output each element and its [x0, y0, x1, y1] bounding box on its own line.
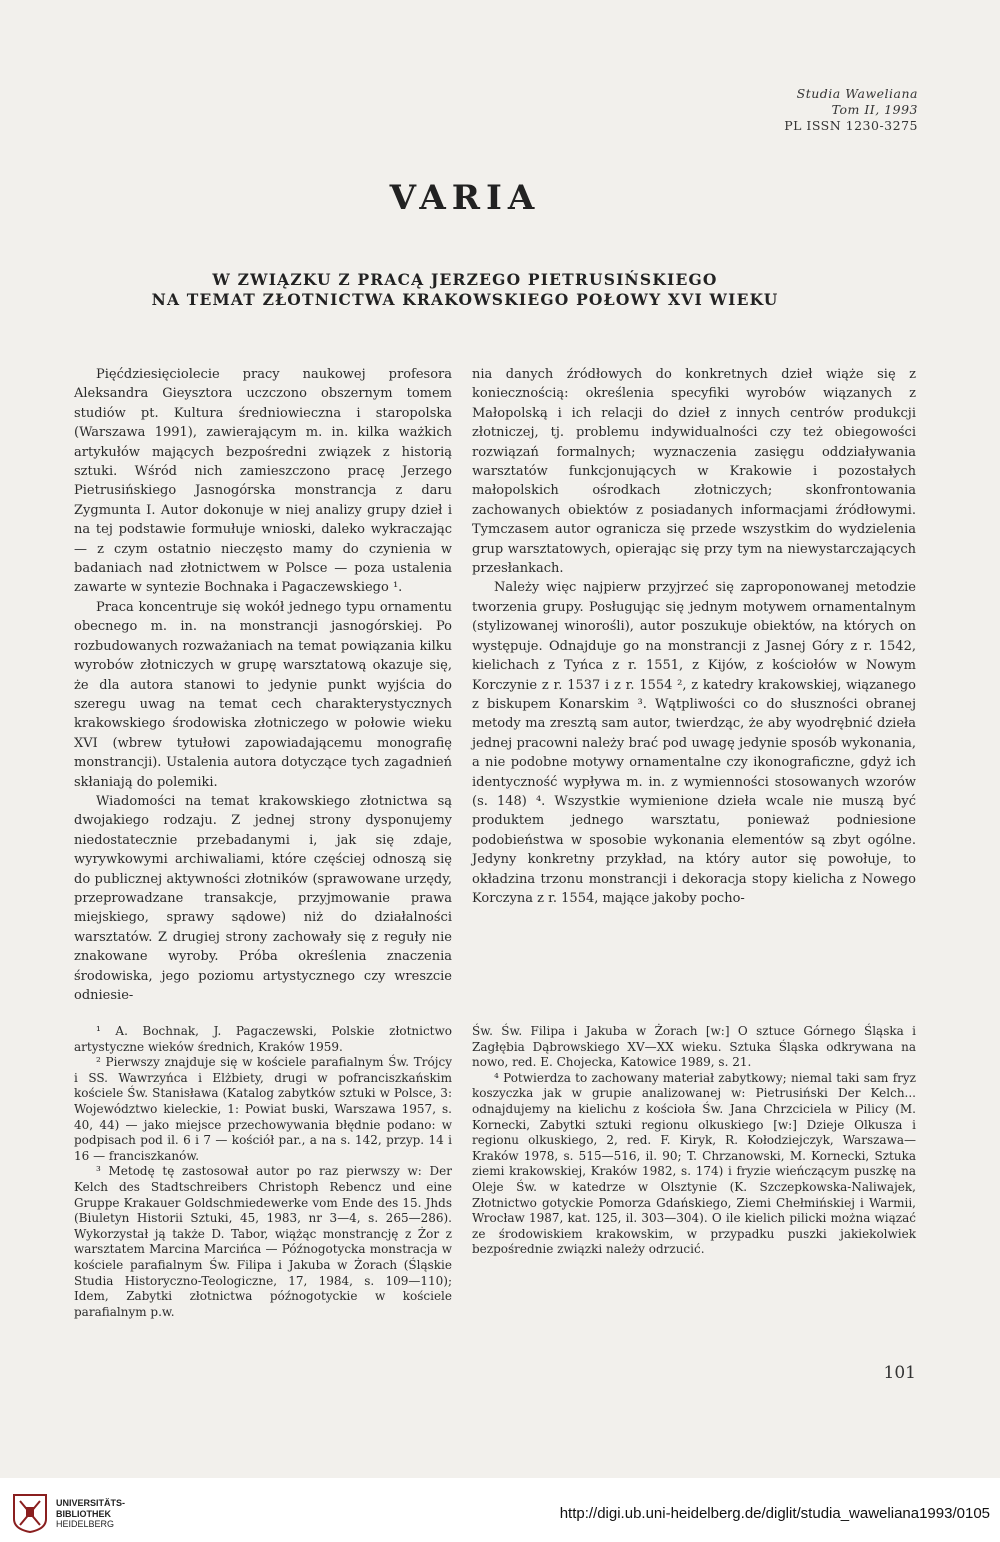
library-name [56, 1498, 125, 1530]
body-column-right [472, 365, 916, 908]
library-name-line-1: UNIVERSITÄTS- [56, 1498, 126, 1508]
footnotes-left [74, 1024, 452, 1320]
paragraph: Praca koncentruje się wokół jednego typu ornamentu obecnego m. in. na monstrancji jasnogórskiej. Po rozbudowanych rozważaniach na temat powiązania kilku wyrobów złotniczych w grupę warsztatową okazuje się, że dla autora stanowi to jedynie punkt wyjścia do szeregu uwag na temat cech charakterystycznych krakowskiego środowiska złotniczego w połowie wieku XVI (wbrew tytułowi zapowiadającemu monografię monstrancji). Ustalenia autora dotyczące tych zagadnień skłaniają do polemiki. [74, 599, 452, 790]
footnote: Św. Św. Filipa i Jakuba w Żorach [w:] O sztuce Górnego Śląska i Zagłębia Dąbrowskiego XV—XX wieku. Sztuka Śląska odkrywana na nowo, red. E. Chojecka, Katowice 1989, s. 21. [472, 1024, 916, 1070]
paragraph: Wiadomości na temat krakowskiego złotnictwa są dwojakiego rodzaju. Z jednej strony dysponujemy niedostatecznie przebadanymi i, jak się zdaje, wyrywkowymi archiwaliami, które częściej odnoszą się do publicznej aktywności złotników (sprawowane urzędy, przeprowadzane transakcje, przyjmowanie prawa miejskiego, sprawy sądowe) niż do działalności warsztatów. Z drugiej strony zachowały się z reguły nie znakowane wyroby. Próba określenia znaczenia środowiska, jego poziomu artystycznego czy wreszcie odniesie- [74, 793, 452, 1003]
page-number: 101 [883, 1363, 916, 1383]
source-url[interactable]: http://digi.ub.uni-heidelberg.de/diglit/studia_waweliana1993/0105 [559, 1505, 990, 1522]
journal-header [784, 86, 918, 134]
footnote: ³ Metodę tę zastosował autor po raz pierwszy w: Der Kelch des Stadtschreibers Christoph Rebencz und eine Gruppe Krakauer Goldschmiedewerke vom Ende des 15. Jhds (Biuletyn Historii Sztuki, 45, 1983, nr 3—4, s. 265—286). Wykorzystał ją także D. Tabor, wiążąc monstrancję z Żor z warsztatem Marcina Marcińca — Późnogotycka monstracja w kościele parafialnym Św. Filipa i Jakuba w Żorach (Śląskie Studia Historyczno-Teologiczne, 17, 1984, s. 109—110); Idem, Zabytki złotnictwa późnogotyckie w kościele parafialnym p.w. [74, 1164, 452, 1319]
journal-volume: Tom II, 1993 [831, 102, 918, 117]
footnote: ² Pierwszy znajduje się w kościele parafialnym Św. Trójcy i SS. Wawrzyńca i Elżbiety, drugi w pofranciszkańskim kościele Św. Stanisława (Katalog zabytków sztuki w Polsce, 3: Województwo kieleckie, 1: Powiat buski, Warszawa 1957, s. 40, 44) — jako miejsce przechowywania błędnie podano: w podpisach pod il. 6 i 7 — kościół par., a na s. 142, przyp. 14 i 16 — franciszkanów. [74, 1055, 452, 1163]
footnote: ¹ A. Bochnak, J. Pagaczewski, Polskie złotnictwo artystyczne wieków średnich, Kraków 1959. [74, 1024, 452, 1054]
section-heading: VARIA [389, 178, 541, 218]
paragraph: Należy więc najpierw przyjrzeć się zaproponowanej metodzie tworzenia grupy. Posługując się jednym motywem ornamentalnym (stylizowanej winorośli), autor poszukuje obiektów, na których on występuje. Odnajduje go na monstrancji z Jasnej Góry z r. 1542, kielichach z Tyńca z r. 1551, z Kijów, z kościołów w Nowym Korczynie z r. 1537 i z r. 1554 ², z katedry krakowskiej, wiązanego z biskupem Konarskim ³. Wątpliwości co do słuszności obranej metody ma zresztą sam autor, twierdząc, że aby wyodrębnić dzieła jednej pracowni należy brać pod uwagę jedynie sposób wykonania, a nie podobne motywy ornamentalne czy ikonograficzne, gdyż ich identyczność wypływa m. in. z wymienności stosowanych wzorów (s. 148) ⁴. Wszystkie wymienione dzieła wcale nie muszą być produktem jednego warsztatu, ponieważ podniesione podobieństwa w sposobie wykonania elementów są zbyt ogólne. Jedyny konkretny przykład, na który autor się powołuje, to okładzina trzonu monstrancji i dekoracja stopy kielicha z Nowego Korczyna z r. 1554, mające jakoby pocho- [472, 580, 916, 906]
library-name-line-3: HEIDELBERG [56, 1519, 115, 1529]
body-column-left [74, 365, 452, 1005]
article-title-line-2: NA TEMAT ZŁOTNICTWA KRAKOWSKIEGO POŁOWY XVI WIEKU [151, 290, 779, 309]
paragraph: nia danych źródłowych do konkretnych dzieł wiąże się z koniecznością: określenia specyfiki wyrobów wiązanych z Małopolską i ich relacji do dzieł z innych centrów produkcji złotniczej, tj. problemu indywidualności czy też obiegowości rozwiązań formalnych; wyznaczenia zasięgu oddziaływania warsztatów funkcjonujących w Krakowie i pozostałych małopolskich ośrodkach złotniczych; skonfrontowania zachowanych obiektów z posiadanych informacjami źródłowymi. Tymczasem autor ogranicza się przede wszystkim do wydzielenia grup warsztatowych, opierając się przy tym na niewystarczających przesłankach. [472, 367, 916, 577]
footnote: ⁴ Potwierdza to zachowany materiał zabytkowy; niemal taki sam fryz koszyczka jak w grupie analizowanej w: Pietrusiński Der Kelch... odnajdujemy na kielichu z kościoła Św. Jana Chrzciciela w Pilicy (M. Kornecki, Zabytki sztuki regionu olkuskiego [w:] Dzieje Olkusza i regionu olkuskiego, 2, red. F. Kiryk, R. Kołodziejczyk, Warszawa—Kraków 1978, s. 515—516, il. 90; T. Chrzanowski, M. Kornecki, Sztuka ziemi krakowskiej, Kraków 1982, s. 174) i fryzie wieńczącym puszkę na Oleje Św. w katedrze w Olsztynie (K. Szczepkowska-Naliwajek, Złotnictwo gotyckie Pomorza Gdańskiego, Ziemi Chełmińskiej i Warmii, Wrocław 1987, kat. 125, il. 303—304). O ile kielich pilicki można wiązać ze środowiskiem krakowskim, w przypadku puszki jakiekolwiek bezpośrednie związki należy odrzucić. [472, 1070, 916, 1257]
journal-name: Studia Waweliana [796, 86, 918, 101]
library-logo-icon [12, 1493, 48, 1533]
paragraph: Pięćdziesięciolecie pracy naukowej profesora Aleksandra Gieysztora uczczono obszernym tomem studiów pt. Kultura średniowieczna i staropolska (Warszawa 1991), zawierającym m. in. kilka ważkich artykułów mających bezpośredni związek z historią sztuki. Wśród nich zamieszczono pracę Jerzego Pietrusińskiego Jasnogórska monstrancja z daru Zygmunta I. Autor dokonuje w niej analizy grupy dzieł i na tej podstawie formułuje wnioski, daleko wykraczając — z czym ostatnio nieczęsto mamy do czynienia w badaniach nad złotnictwem w Polsce — poza ustalenia zawarte w syntezie Bochnaka i Pagaczewskiego ¹. [74, 367, 452, 596]
journal-issn: PL ISSN 1230-3275 [784, 118, 918, 133]
article-title-line-1: W ZWIĄZKU Z PRACĄ JERZEGO PIETRUSIŃSKIEGO [212, 270, 718, 289]
footnotes-right [472, 1024, 916, 1258]
article-title [0, 270, 930, 310]
library-name-line-2: BIBLIOTHEK [56, 1508, 111, 1519]
